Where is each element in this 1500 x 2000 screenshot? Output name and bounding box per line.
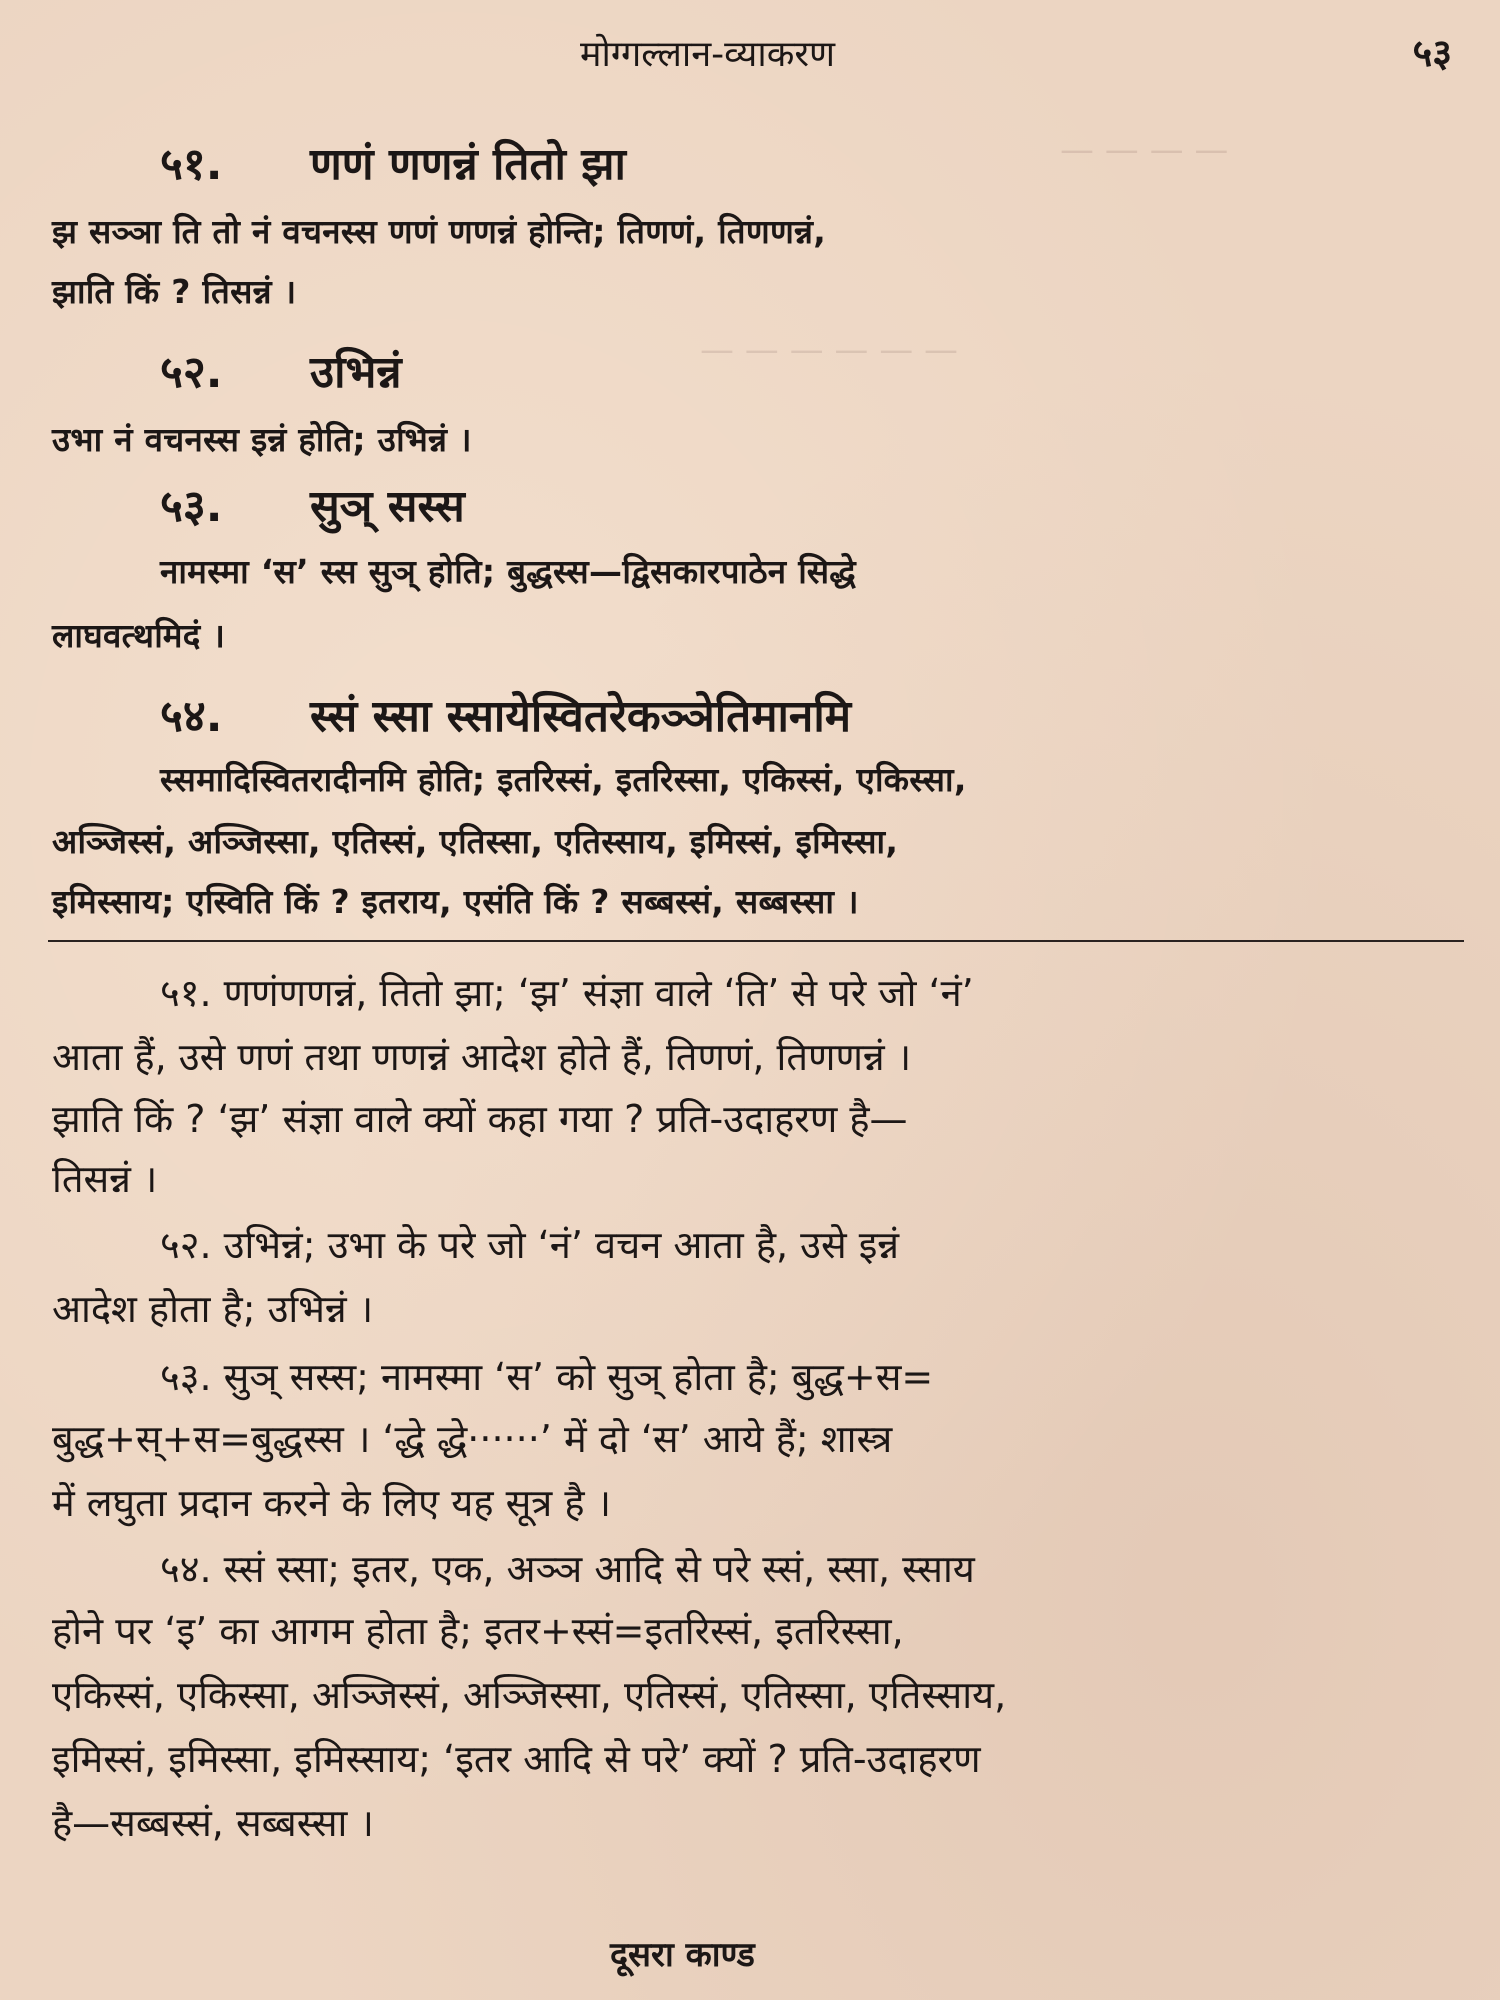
sutra-heading	[160, 340, 402, 400]
hindi-line: आदेश होता है; उभिन्नं ।	[52, 1287, 374, 1331]
hindi-line: होने पर ‘इ’ का आगम होता है; इतर+स्सं=इतरिस्सं, इतरिस्सा,	[52, 1609, 904, 1653]
bleed-through-text: — — — —	[1060, 130, 1229, 170]
hindi-line: है—सब्बस्सं, सब्बस्सा ।	[52, 1801, 374, 1845]
pali-commentary-line: स्समादिस्वितरादीनमि होति; इतरिस्सं, इतरिस्सा, एकिस्सं, एकिस्सा,	[160, 760, 967, 799]
hindi-line: ५२. उभिन्नं; उभा के परे जो ‘नं’ वचन आता है, उसे इन्नं	[160, 1223, 900, 1267]
pali-commentary-line: अञ्जिस्सं, अञ्जिस्सा, एतिस्सं, एतिस्सा, एतिस्साय, इमिस्सं, इमिस्सा,	[52, 822, 899, 861]
sutra-number: ५२.	[160, 347, 223, 398]
hindi-line: तिसन्नं ।	[52, 1157, 158, 1201]
section-divider	[48, 940, 1464, 942]
page-number: ५३	[1412, 31, 1452, 75]
hindi-line: ५४. स्सं स्सा; इतर, एक, अञ्ञ आदि से परे स्सं, स्सा, स्साय	[160, 1547, 975, 1591]
hindi-line: ५१. णणंणणन्नं, तितो झा; ‘झ’ संज्ञा वाले ‘ति’ से परे जो ‘नं’	[160, 971, 974, 1015]
hindi-line: में लघुता प्रदान करने के लिए यह सूत्र है ।	[52, 1481, 611, 1525]
pali-commentary-line: झ सञ्ञा ति तो नं वचनस्स णणं णणन्नं होन्ति; तिणणं, तिणणन्नं,	[52, 212, 827, 251]
pali-commentary-line: उभा नं वचनस्स इन्नं होति; उभिन्नं ।	[52, 420, 472, 459]
pali-commentary-line: झाति किं ? तिसन्नं ।	[52, 272, 297, 311]
sutra-number: ५१.	[160, 139, 223, 190]
sutra-heading	[160, 132, 626, 192]
bleed-through-text: — — — — — —	[700, 330, 959, 370]
sutra-heading	[160, 474, 465, 534]
sutra-heading	[160, 684, 851, 744]
pali-commentary-line: लाघवत्थमिदं ।	[52, 616, 226, 655]
hindi-line: ५३. सुञ् सस्स; नामस्मा ‘स’ को सुञ् होता है; बुद्ध+स=	[160, 1355, 934, 1399]
sutra-number: ५४.	[160, 691, 223, 742]
sutra-text: स्सं स्सा स्सायेस्वितरेकञ्ञेतिमानमि	[310, 691, 852, 742]
sutra-number: ५३.	[160, 481, 223, 532]
pali-commentary-line: इमिस्साय; एस्विति किं ? इतराय, एसंति किं ? सब्बस्सं, सब्बस्सा ।	[52, 882, 859, 921]
sutra-text: णणं णणन्नं तितो झा	[310, 139, 626, 190]
sutra-text: सुञ् सस्स	[310, 481, 465, 532]
running-header: मोग्गल्लान-व्याकरण	[580, 34, 836, 75]
footer-section-title: दूसरा काण्ड	[610, 1935, 755, 1975]
hindi-line: आता हैं, उसे णणं तथा णणन्नं आदेश होते हैं, तिणणं, तिणणन्नं ।	[52, 1035, 912, 1079]
hindi-line: बुद्ध+स्+स=बुद्धस्स । ‘द्धे द्धे······’ में दो ‘स’ आये हैं; शास्त्र	[52, 1417, 893, 1461]
hindi-line: इमिस्सं, इमिस्सा, इमिस्साय; ‘इतर आदि से परे’ क्यों ? प्रति-उदाहरण	[52, 1737, 981, 1781]
sutra-text: उभिन्नं	[310, 347, 402, 398]
hindi-line: झाति किं ? ‘झ’ संज्ञा वाले क्यों कहा गया ? प्रति-उदाहरण है—	[52, 1097, 908, 1141]
pali-commentary-line: नामस्मा ‘स’ स्स सुञ् होति; बुद्धस्स—द्विसकारपाठेन सिद्धे	[160, 552, 857, 591]
hindi-line: एकिस्सं, एकिस्सा, अञ्जिस्सं, अञ्जिस्सा, एतिस्सं, एतिस्सा, एतिस्साय,	[52, 1673, 1007, 1717]
